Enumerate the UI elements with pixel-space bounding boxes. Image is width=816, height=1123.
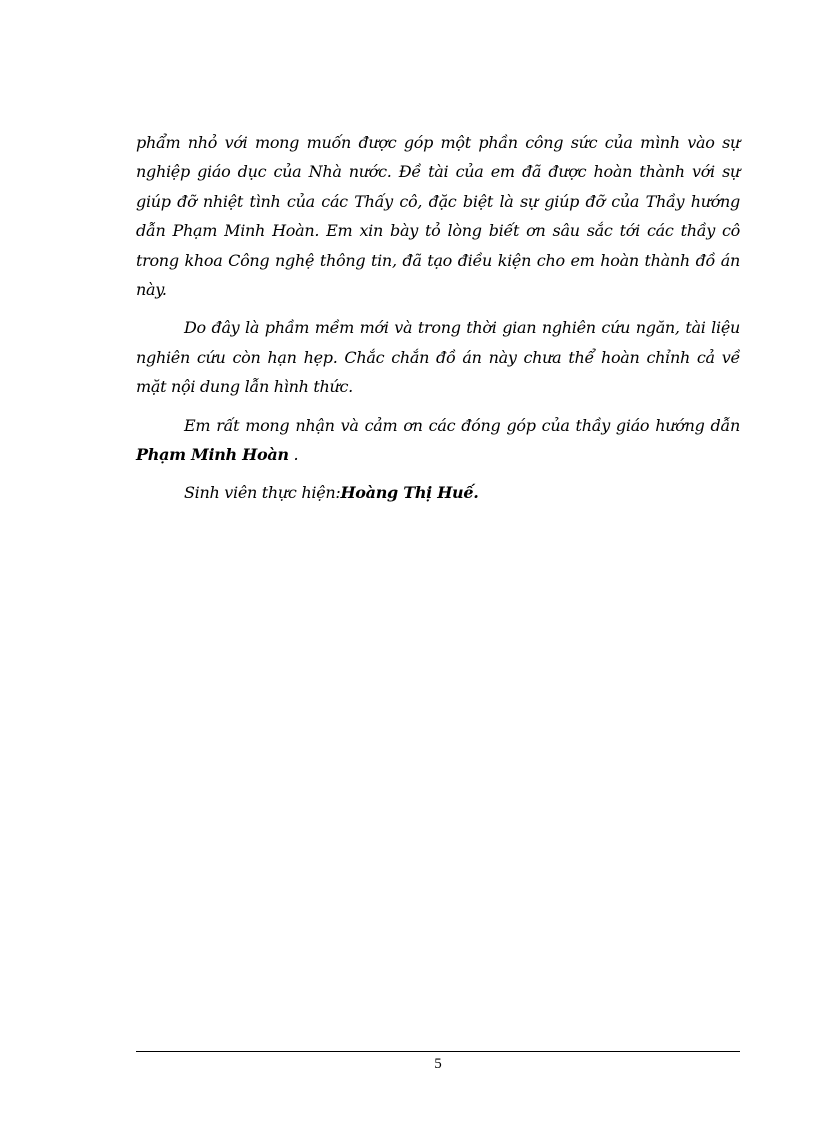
- thanks-end: .: [288, 445, 299, 465]
- student-name: Hoàng Thị Huế.: [340, 483, 479, 503]
- thanks-text: Em rất mong nhận và cảm ơn các đóng góp của thầy giáo hướng dẫn: [184, 415, 740, 435]
- document-body: [136, 128, 740, 517]
- paragraph-limitations: Do đây là phầm mềm mới và trong thời gian nghiên cứu ngăn, tài liệu nghiên cứu còn hạn hẹp. Chắc chắn đồ án này chưa thể hoàn chỉnh cả về mặt nội dung lẫn hình thức.: [136, 318, 740, 397]
- paragraph-signature: [136, 478, 740, 507]
- student-label: Sinh viên thực hiện:: [184, 483, 341, 503]
- paragraph-acknowledgement: phẩm nhỏ với mong muốn được góp một phần công sức của mình vào sự nghiệp giáo dục của Nhà nước. Đề tài của em đã được hoàn thành với sự giúp đỡ nhiệt tình của các Thấy cô, đặc biệt là sự giúp đỡ của Thầy hướng dẫn Phạm Minh Hoàn. Em xin bày tỏ lòng biết ơn sâu sắc tới các thầy cô trong khoa Công nghệ thông tin, đã tạo điều kiện cho em hoàn thành đồ án này.: [136, 133, 740, 300]
- paragraph-thanks: [136, 411, 740, 470]
- footer-divider: [136, 1051, 740, 1052]
- advisor-name: Phạm Minh Hoàn: [136, 445, 289, 465]
- page-number: 5: [434, 1056, 442, 1072]
